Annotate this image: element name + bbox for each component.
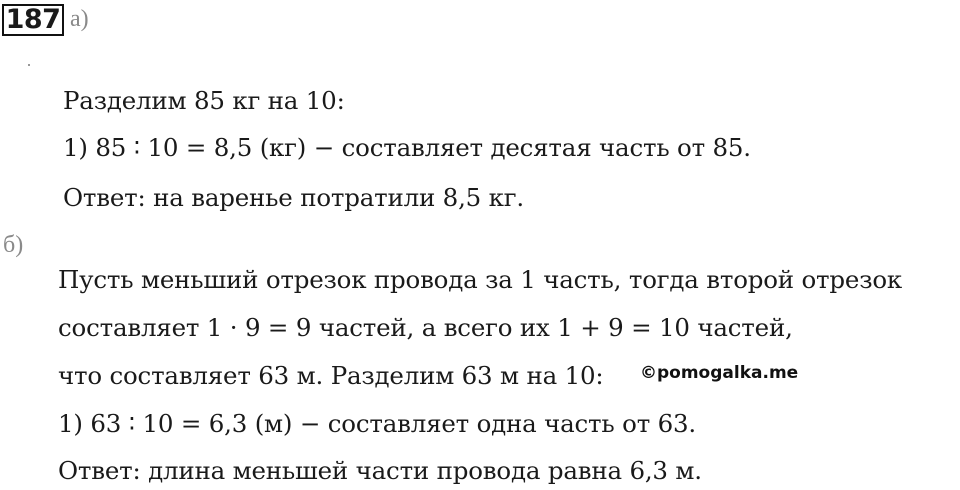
- part-b-line-4: 1) 63 ∶ 10 = 6,3 (м) − составляет одна часть от 63.: [58, 409, 696, 438]
- problem-number: 187: [2, 4, 64, 36]
- part-b-line-2: составляет 1 · 9 = 9 частей, а всего их 1 + 9 = 10 частей,: [58, 313, 793, 342]
- part-b-line-1: Пусть меньший отрезок провода за 1 часть, тогда второй отрезок: [58, 265, 903, 294]
- part-a-line-2: 1) 85 ∶ 10 = 8,5 (кг) − составляет десятая часть от 85.: [63, 133, 751, 162]
- part-b-line-3: что составляет 63 м. Разделим 63 м на 10:: [58, 361, 604, 390]
- watermark: ©pomogalka.me: [640, 363, 799, 383]
- part-b-label: б): [3, 232, 24, 258]
- part-a-label: а): [70, 6, 89, 32]
- part-a-line-1: Разделим 85 кг на 10:: [63, 86, 345, 115]
- part-b-answer: Ответ: длина меньшей части провода равна 6,3 м.: [58, 456, 702, 485]
- scan-speck: [28, 64, 30, 66]
- part-a-answer: Ответ: на варенье потратили 8,5 кг.: [63, 183, 524, 212]
